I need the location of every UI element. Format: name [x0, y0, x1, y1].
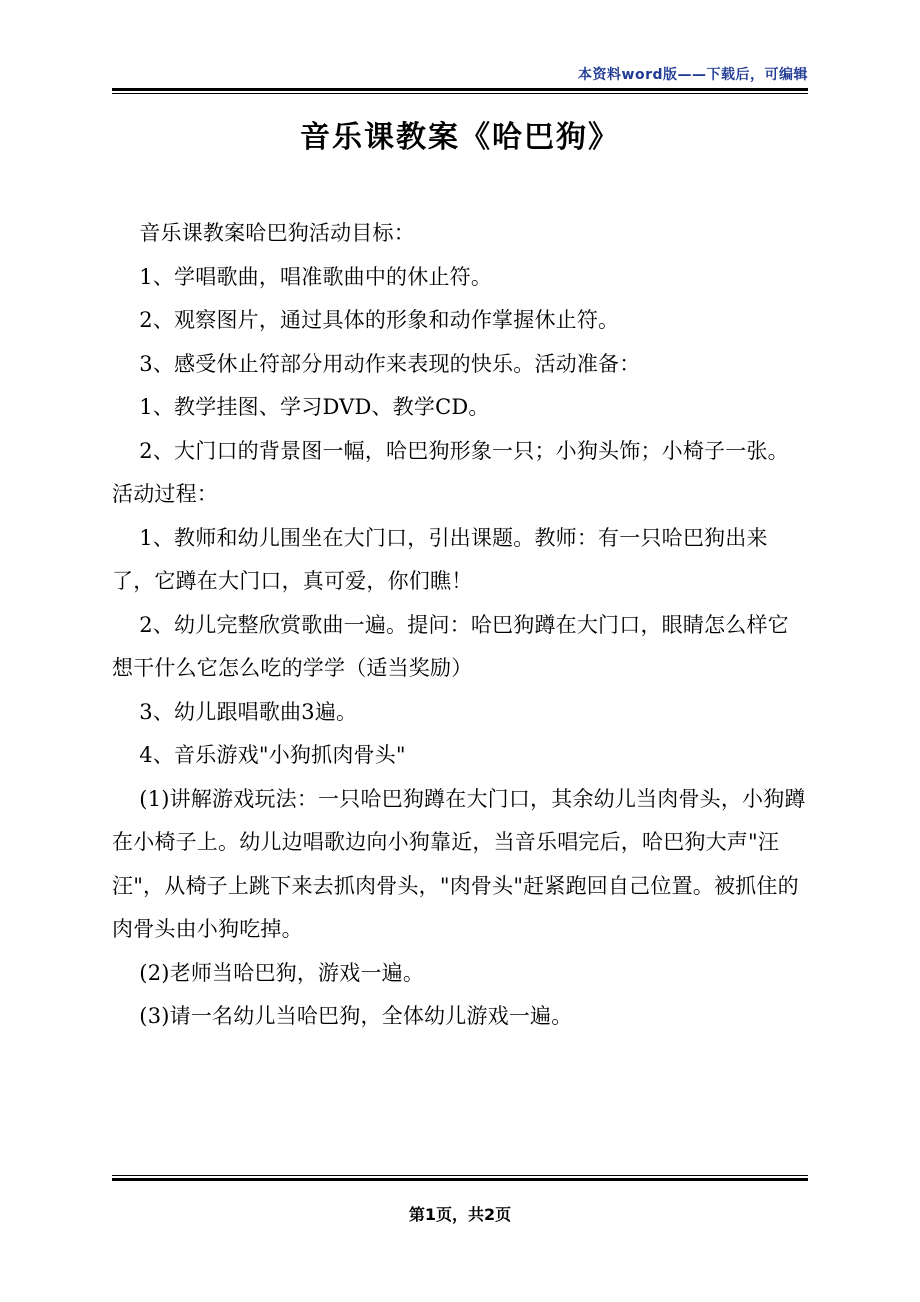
- paragraph: 2、幼儿完整欣赏歌曲一遍。提问：哈巴狗蹲在大门口，眼睛怎么样它想干什么它怎么吃的学学（适当奖励）: [112, 612, 789, 680]
- page-number: 第1页，共2页: [408, 1205, 512, 1224]
- document-body: [112, 212, 808, 1039]
- paragraph: (1)讲解游戏玩法：一只哈巴狗蹲在大门口，其余幼儿当肉骨头，小狗蹲在小椅子上。幼儿边唱歌边向小狗靠近，当音乐唱完后，哈巴狗大声"汪汪"，从椅子上跳下来去抓肉骨头，"肉骨头"赶紧跑回自己位置。被抓住的肉骨头由小狗吃掉。: [112, 786, 806, 941]
- header-note: 本资料word版——下载后，可编辑: [578, 67, 808, 83]
- paragraph: 1、教学挂图、学习DVD、教学CD。: [139, 395, 490, 419]
- header-divider: [112, 88, 808, 94]
- paragraph: 3、感受休止符部分用动作来表现的快乐。活动准备：: [139, 351, 641, 376]
- paragraph: (3)请一名幼儿当哈巴狗，全体幼儿游戏一遍。: [139, 1004, 573, 1028]
- paragraph: 音乐课教案哈巴狗活动目标：: [139, 221, 415, 245]
- paragraph: 4、音乐游戏"小狗抓肉骨头": [139, 743, 406, 767]
- footer-divider: [112, 1175, 808, 1181]
- paragraph: 2、大门口的背景图一幅，哈巴狗形象一只；小狗头饰；小椅子一张。活动过程：: [112, 438, 789, 506]
- paragraph: 2、观察图片，通过具体的形象和动作掌握休止符。: [139, 308, 620, 332]
- document-title: 音乐课教案《哈巴狗》: [300, 120, 620, 155]
- paragraph: 1、教师和幼儿围坐在大门口，引出课题。教师：有一只哈巴狗出来了，它蹲在大门口，真可爱，你们瞧！: [112, 525, 768, 593]
- paragraph: 1、学唱歌曲，唱准歌曲中的休止符。: [139, 264, 493, 289]
- paragraph: (2)老师当哈巴狗，游戏一遍。: [139, 960, 425, 985]
- paragraph: 3、幼儿跟唱歌曲3遍。: [139, 699, 358, 724]
